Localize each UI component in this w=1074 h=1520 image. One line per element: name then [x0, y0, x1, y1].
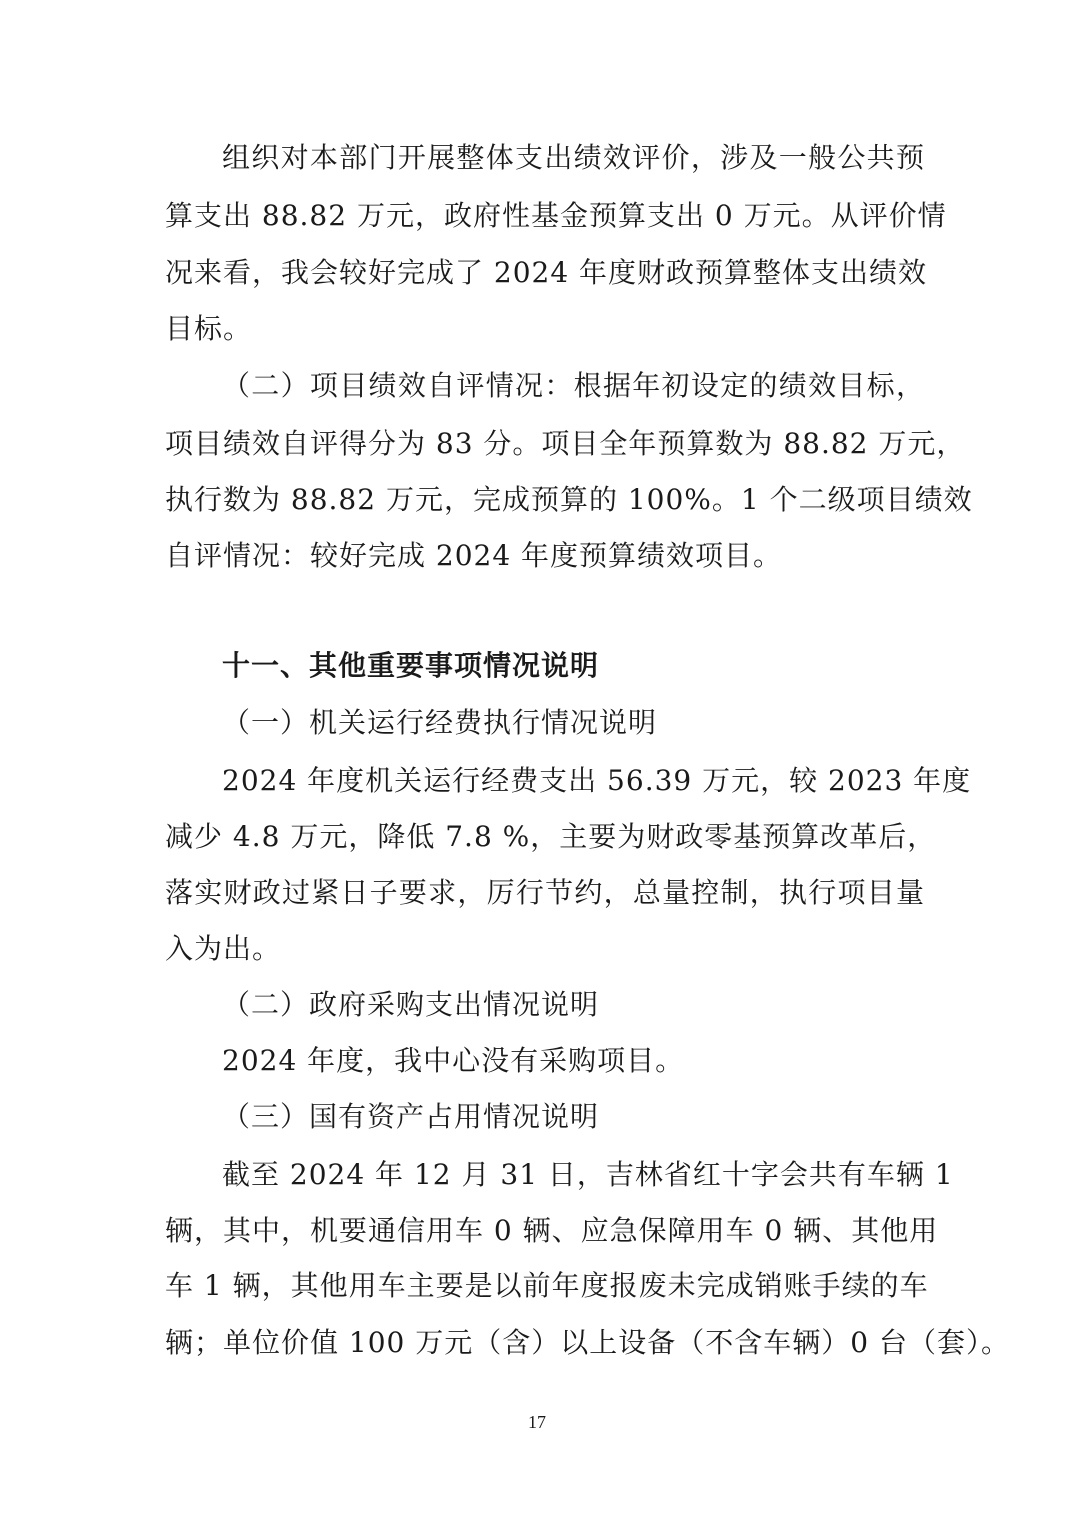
- paragraph-line: 自评情况：较好完成 2024 年度预算绩效项目。: [165, 539, 783, 572]
- subsection-title: （二）政府采购支出情况说明: [222, 988, 600, 1021]
- paragraph-line: 截至 2024 年 12 月 31 日，吉林省红十字会共有车辆 1: [222, 1158, 954, 1191]
- paragraph-line: 2024 年度，我中心没有采购项目。: [222, 1044, 685, 1077]
- paragraph-line: （二）项目绩效自评情况：根据年初设定的绩效目标，: [222, 369, 925, 402]
- section-heading: 十一、其他重要事项情况说明: [222, 649, 600, 682]
- paragraph-line: 目标。: [165, 312, 253, 345]
- paragraph-line: 组织对本部门开展整体支出绩效评价，涉及一般公共预: [222, 141, 925, 174]
- subsection-title: （一）机关运行经费执行情况说明: [222, 706, 658, 739]
- paragraph-line: 执行数为 88.82 万元，完成预算的 100%。1 个二级项目绩效: [165, 483, 973, 516]
- paragraph-line: 项目绩效自评得分为 83 分。项目全年预算数为 88.82 万元，: [165, 427, 966, 460]
- paragraph-line: 算支出 88.82 万元，政府性基金预算支出 0 万元。从评价情: [165, 199, 947, 232]
- subsection-title: （三）国有资产占用情况说明: [222, 1100, 600, 1133]
- paragraph-line: 车 1 辆，其他用车主要是以前年度报废未完成销账手续的车: [165, 1269, 929, 1302]
- paragraph-line: 况来看，我会较好完成了 2024 年度财政预算整体支出绩效: [165, 256, 928, 289]
- page-number: 17: [528, 1412, 546, 1432]
- paragraph-line: 2024 年度机关运行经费支出 56.39 万元，较 2023 年度: [222, 764, 972, 797]
- paragraph-line: 入为出。: [165, 932, 282, 965]
- paragraph-line: 减少 4.8 万元，降低 7.8 %，主要为财政零基预算改革后，: [165, 820, 937, 853]
- paragraph-line: 辆；单位价值 100 万元（含）以上设备（不含车辆）0 台（套）。: [165, 1326, 1010, 1359]
- paragraph-line: 辆，其中，机要通信用车 0 辆、应急保障用车 0 辆、其他用: [165, 1214, 939, 1247]
- paragraph-line: 落实财政过紧日子要求，厉行节约，总量控制，执行项目量: [165, 876, 925, 909]
